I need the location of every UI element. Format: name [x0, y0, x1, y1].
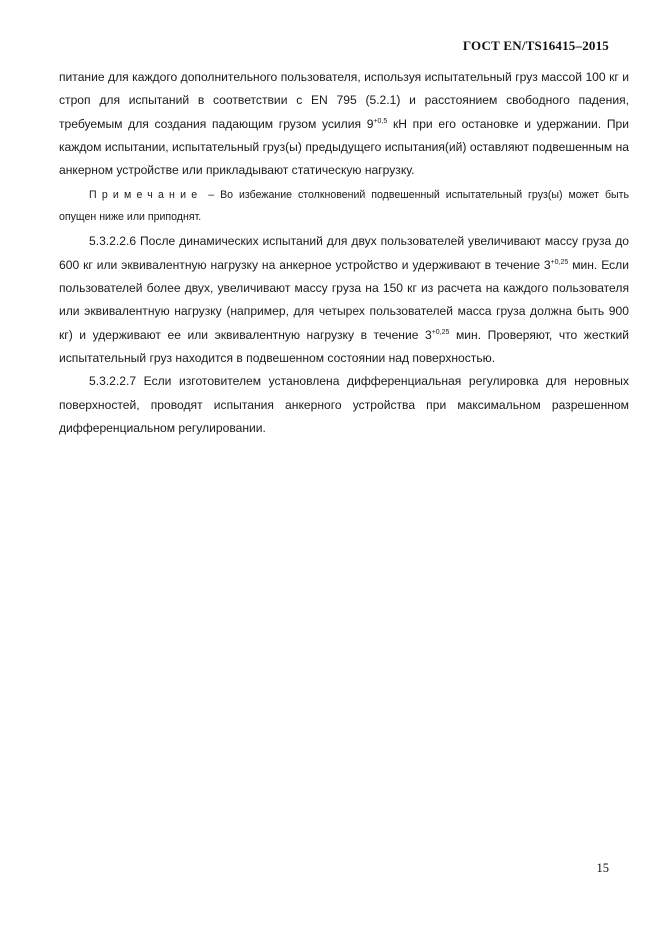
tolerance-superscript: +0,5 [373, 117, 388, 125]
tolerance-superscript: +0,25 [550, 258, 569, 266]
paragraph-text: 5.3.2.2.6 После динамических испытаний для двух пользователей увеличивают массу груза до 600 кг или эквивалентную нагрузку на анкерное устройство и удерживают в течение 3 [59, 234, 629, 272]
paragraph-5-3-2-2-7 [59, 370, 629, 440]
paragraph-text: мин. Проверяют, что жесткий испытательный груз находится в подвешенном состоянии над поверхностью. [59, 327, 630, 365]
tolerance-superscript: +0,25 [431, 328, 450, 336]
paragraph-text: мин. Если пользователей более двух, увеличивают массу груза на 150 кг из расчета на каждого пользователя или эквивалентную нагрузку (например, для четырех пользователей масса груза должна быть 900 кг) и удерживают ее или эквивалентную нагрузку в течение 3 [59, 257, 629, 342]
note-text: – Во избежание столкновений подвешенный испытательный груз(ы) может быть опущен ниже или приподнят. [59, 189, 629, 224]
paragraph-text: кН при его остановке и удержании. При каждом испытании, испытательный груз(ы) предыдущего испытания(ий) оставляют подвешенным на анкерном устройстве или прикладывают статическую нагрузку. [59, 116, 629, 178]
document-body [59, 66, 629, 440]
paragraph-text: 5.3.2.2.7 Если изготовителем установлена дифференциальная регулировка для неровных поверхностей, проводят испытания анкерного устройства при максимальном разрешенном дифференциальном регулировании. [59, 374, 629, 435]
paragraph-text: питание для каждого дополнительного пользователя, используя испытательный груз массой 100 кг и строп для испытаний в соответствии с EN 795 (5.2.1) и расстоянием свободного падения, требуемым для создания падающим грузом усилия 9 [59, 70, 629, 131]
note-label: Примечание [89, 189, 203, 202]
document-header: ГОСТ EN/TS16415–2015 [462, 38, 609, 53]
page-number: 15 [596, 861, 609, 875]
paragraph-continuation [59, 66, 629, 182]
note-paragraph [59, 184, 629, 228]
paragraph-5-3-2-2-6 [59, 230, 629, 370]
